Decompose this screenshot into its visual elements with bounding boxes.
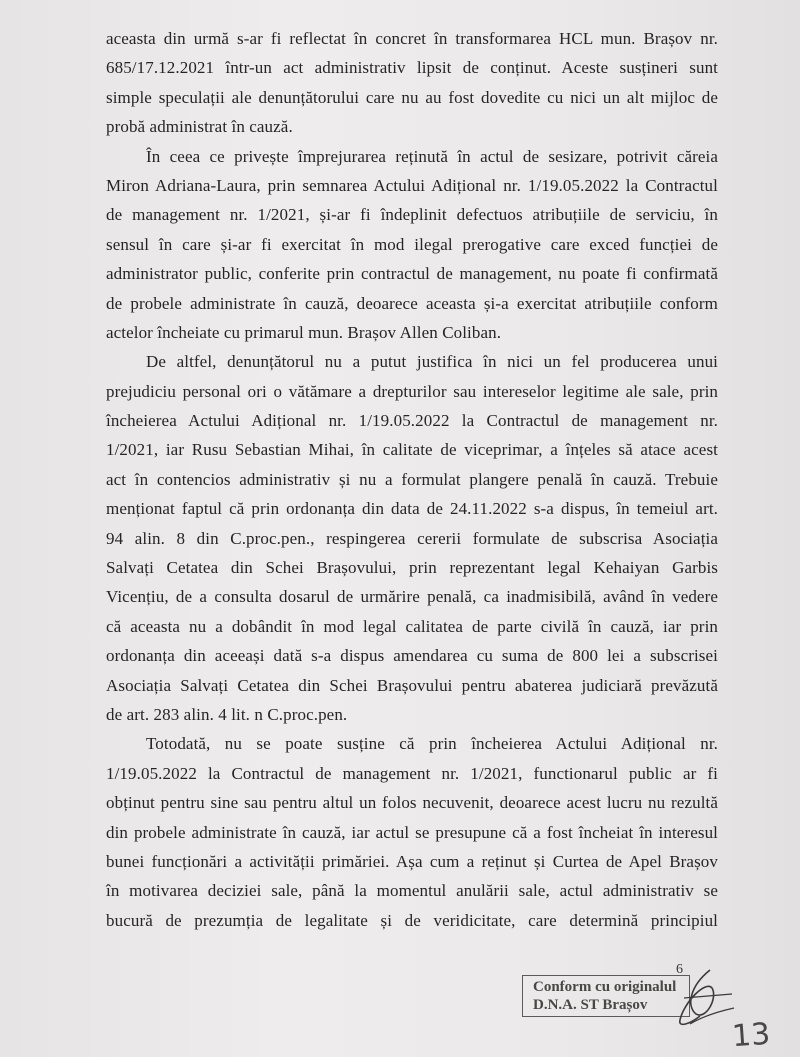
text-line: din probele administrate în cauză, iar actul se presupune că a fost încheiat în interesul bbox=[106, 822, 718, 842]
text-line: de management nr. 1/2021, și-ar fi îndeplinit defectuos atribuțiile de serviciu, în bbox=[106, 205, 718, 225]
stamp-line-2: D.N.A. ST Brașov bbox=[533, 997, 648, 1013]
text-line: de art. 283 alin. 4 lit. n C.proc.pen. bbox=[106, 704, 348, 724]
paragraph-start-line: Totodată, nu se poate susține că prin încheierea Actului Adițional nr. bbox=[146, 734, 718, 754]
text-line: act în contencios administrativ și nu a formulat plangere penală în cauză. Trebuie bbox=[106, 469, 718, 489]
text-line: aceasta din urmă s-ar fi reflectat în concret în transformarea HCL mun. Brașov nr. bbox=[106, 29, 718, 48]
text-line: simple speculații ale denunțătorului care nu au fost dovedite cu nici un alt mijloc de bbox=[106, 87, 718, 107]
text-line: menționat faptul că prin ordonanța din data de 24.11.2022 s-a dispus, în temeiul art. bbox=[106, 499, 718, 519]
text-line: în motivarea deciziei sale, până la momentul anulării sale, actul administrativ se bbox=[106, 881, 718, 901]
handwritten-folio-number: 13 bbox=[730, 1016, 772, 1055]
text-line: de probele administrate în cauză, deoarece aceasta și-a exercitat atribuțiile conform bbox=[106, 293, 718, 313]
text-line: administrator public, conferite prin contractul de management, nu poate fi confirmată bbox=[106, 264, 718, 284]
text-line: prejudiciu personal ori o vătămare a drepturilor sau intereselor legitime ale sale, prin bbox=[106, 381, 718, 401]
paragraph-start-line: În ceea ce privește împrejurarea reținută în actul de sesizare, potrivit căreia bbox=[146, 146, 718, 166]
text-line: 94 alin. 8 din C.proc.pen., respingerea cererii formulate de subscrisa Asociația bbox=[106, 528, 718, 548]
stamp-line-1: Conform cu originalul bbox=[533, 979, 677, 995]
document-body bbox=[106, 24, 718, 935]
text-line: bunei funcționări a activității primăriei. Așa cum a reținut și Curtea de Apel Brașov bbox=[106, 851, 718, 871]
text-line: 1/2021, iar Rusu Sebastian Mihai, în calitate de viceprimar, a înțeles să atace acest bbox=[106, 440, 718, 460]
text-line: probă administrat în cauză. bbox=[106, 117, 293, 137]
text-line: Salvați Cetatea din Schei Brașovului, prin reprezentant legal Kehaiyan Garbis bbox=[106, 558, 718, 578]
text-line: Vicențiu, de a consulta dosarul de urmărire penală, ca inadmisibilă, având în vedere bbox=[106, 587, 718, 607]
signature-mark bbox=[660, 958, 740, 1038]
text-line: actelor încheiate cu primarul mun. Brașov Allen Coliban. bbox=[106, 322, 502, 342]
text-line: Miron Adriana-Laura, prin semnarea Actului Adițional nr. 1/19.05.2022 la Contractul bbox=[106, 175, 718, 195]
text-line: obținut pentru sine sau pentru altul un folos necuvenit, deoarece acest lucru nu rezultă bbox=[106, 793, 718, 813]
text-line: sensul în care și-ar fi exercitat în mod ilegal prerogative care exced funcției de bbox=[106, 234, 718, 254]
text-line: că aceasta nu a dobândit în mod legal calitatea de parte civilă în cauză, iar prin bbox=[106, 616, 718, 636]
text-line: ordonanța din aceeași dată s-a dispus amendarea cu suma de 800 lei a subscrisei bbox=[106, 646, 718, 666]
page-number: 6 bbox=[676, 962, 683, 977]
text-line: încheierea Actului Adițional nr. 1/19.05.2022 la Contractul de management nr. bbox=[106, 411, 718, 431]
text-line: bucură de prezumția de legalitate și de veridicitate, care determină principiul bbox=[106, 910, 718, 930]
text-line: Asociația Salvați Cetatea din Schei Brașovului pentru abaterea judiciară prevăzută bbox=[106, 675, 718, 695]
paragraph-start-line: De altfel, denunțătorul nu a putut justifica în nici un fel producerea unui bbox=[146, 352, 718, 372]
text-line: 685/17.12.2021 într-un act administrativ lipsit de conținut. Aceste susțineri sunt bbox=[106, 58, 718, 78]
text-line: 1/19.05.2022 la Contractul de management nr. 1/2021, functionarul public ar fi bbox=[106, 763, 718, 783]
